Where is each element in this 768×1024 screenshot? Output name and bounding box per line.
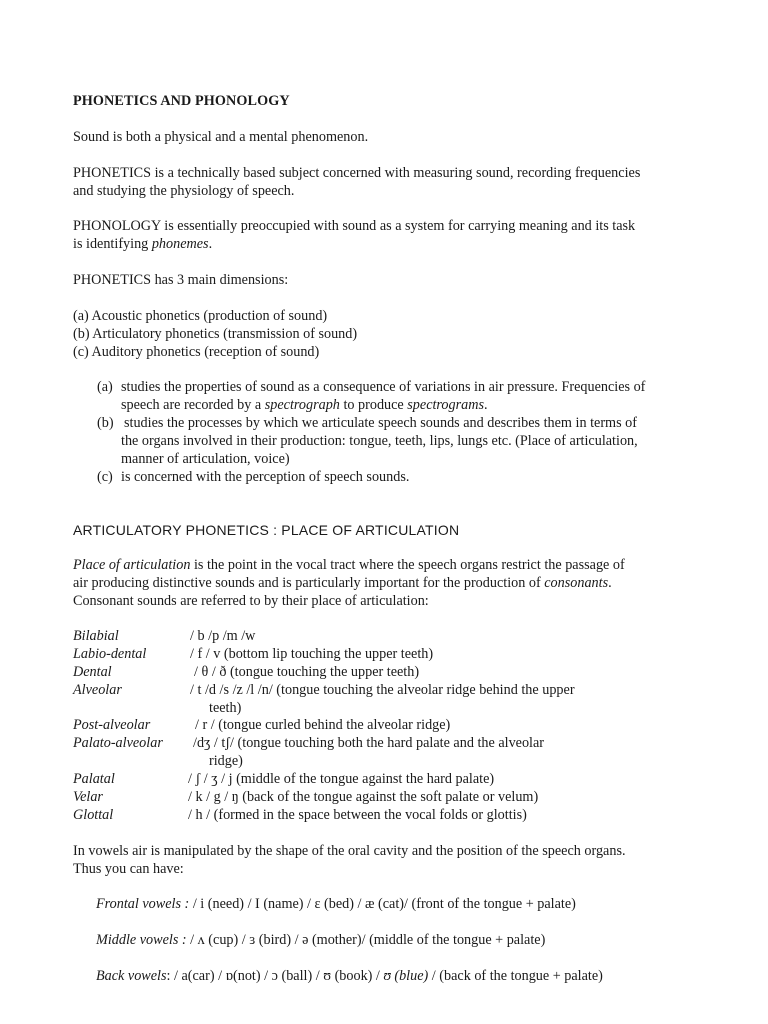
place-desc: / f / v (bottom lip touching the upper teeth): [190, 646, 434, 662]
emphasis-place-of-articulation: Place of articulation: [73, 557, 191, 573]
note-b-line3: manner of articulation, voice): [121, 451, 290, 467]
dimensions-intro: PHONETICS has 3 main dimensions:: [73, 272, 289, 288]
emphasis-phonemes: phonemes: [151, 236, 209, 252]
place-desc: / θ / ð (tongue touching the upper teeth): [194, 664, 420, 680]
back-vowels-label: Back vowels: [96, 968, 167, 984]
place-desc: / t /d /s /z /l /n/ (tongue touching the alveolar ridge behind the upper: [190, 682, 575, 698]
vowels-intro-line2: Thus you can have:: [73, 861, 184, 877]
poa-line3: Consonant sounds are referred to by their place of articulation:: [73, 593, 429, 609]
frontal-vowels-label: Frontal vowels :: [96, 896, 190, 912]
place-term: Post-alveolar: [73, 717, 151, 733]
place-desc: /dʒ / tʃ/ (tongue touching both the hard palate and the alveolar: [193, 735, 545, 751]
place-term: Palato-alveolar: [73, 735, 163, 751]
phonetics-definition-line1: PHONETICS is a technically based subject concerned with measuring sound, recording frequencies: [73, 165, 641, 181]
poa-line2: air producing distinctive sounds and is particularly important for the production of consonants.: [73, 575, 612, 591]
frontal-vowels-line: Frontal vowels : / i (need) / I (name) / ɛ (bed) / æ (cat)/ (front of the tongue + palate): [96, 896, 576, 912]
place-desc: / r / (tongue curled behind the alveolar ridge): [195, 717, 451, 733]
note-a-line1: studies the properties of sound as a consequence of variations in air pressure. Frequencies of: [121, 379, 646, 395]
note-b-line2: the organs involved in their production: tongue, teeth, lips, lungs etc. (Place of articulation,: [121, 433, 638, 449]
place-desc: / b /p /m /w: [190, 628, 256, 644]
place-desc: / h / (formed in the space between the vocal folds or glottis): [188, 807, 527, 823]
place-term: Alveolar: [73, 682, 122, 698]
note-a-marker: (a): [97, 379, 113, 395]
dimension-item: (b) Articulatory phonetics (transmission of sound): [73, 326, 358, 342]
note-a-line2: speech are recorded by a spectrograph to produce spectrograms.: [121, 397, 488, 413]
place-term: Bilabial: [73, 628, 119, 644]
place-desc-continued: teeth): [209, 700, 242, 716]
dimension-item: (a) Acoustic phonetics (production of sound): [73, 308, 328, 324]
emphasis-consonants: consonants: [544, 575, 609, 591]
document-title: PHONETICS AND PHONOLOGY: [73, 93, 290, 109]
place-desc: / k / g / ŋ (back of the tongue against the soft palate or velum): [188, 789, 539, 805]
phonology-definition-line1: PHONOLOGY is essentially preoccupied with sound as a system for carrying meaning and its task: [73, 218, 636, 234]
place-term: Glottal: [73, 807, 114, 823]
middle-vowels-line: Middle vowels : / ʌ (cup) / ɜ (bird) / ə (mother)/ (middle of the tongue + palate): [96, 932, 546, 948]
place-term: Labio-dental: [73, 646, 147, 662]
place-term: Palatal: [73, 771, 115, 787]
vowels-intro-line1: In vowels air is manipulated by the shape of the oral cavity and the position of the speech organs.: [73, 843, 626, 859]
phonology-definition-line2: is identifying phonemes.: [73, 236, 213, 252]
back-vowels-line: Back vowels: / a(car) / ɒ(not) / ɔ (ball) / ʊ (book) / ʊ (blue) / (back of the tongue + palate): [96, 968, 603, 984]
emphasis-spectrograph: spectrograph: [264, 397, 340, 413]
poa-line1: Place of articulation is the point in the vocal tract where the speech organs restrict the passage of: [73, 557, 625, 573]
place-desc: / ʃ / ʒ / j (middle of the tongue against the hard palate): [188, 771, 495, 787]
note-c-line1: is concerned with the perception of speech sounds.: [121, 469, 410, 485]
note-b-line1: studies the processes by which we articulate speech sounds and describes them in terms of: [124, 415, 637, 431]
note-c-marker: (c): [97, 469, 113, 485]
place-term: Dental: [73, 664, 112, 680]
middle-vowels-label: Middle vowels :: [96, 932, 187, 948]
emphasis-blue: ʊ (blue): [383, 968, 429, 984]
emphasis-spectrograms: spectrograms: [407, 397, 484, 413]
dimension-item: (c) Auditory phonetics (reception of sound): [73, 344, 320, 360]
place-desc-continued: ridge): [209, 753, 243, 769]
section-heading: ARTICULATORY PHONETICS : PLACE OF ARTICULATION: [73, 522, 460, 538]
note-b-marker: (b): [97, 415, 114, 431]
phonetics-definition-line2: and studying the physiology of speech.: [73, 183, 295, 199]
intro-paragraph: Sound is both a physical and a mental phenomenon.: [73, 129, 369, 145]
place-term: Velar: [73, 789, 103, 805]
